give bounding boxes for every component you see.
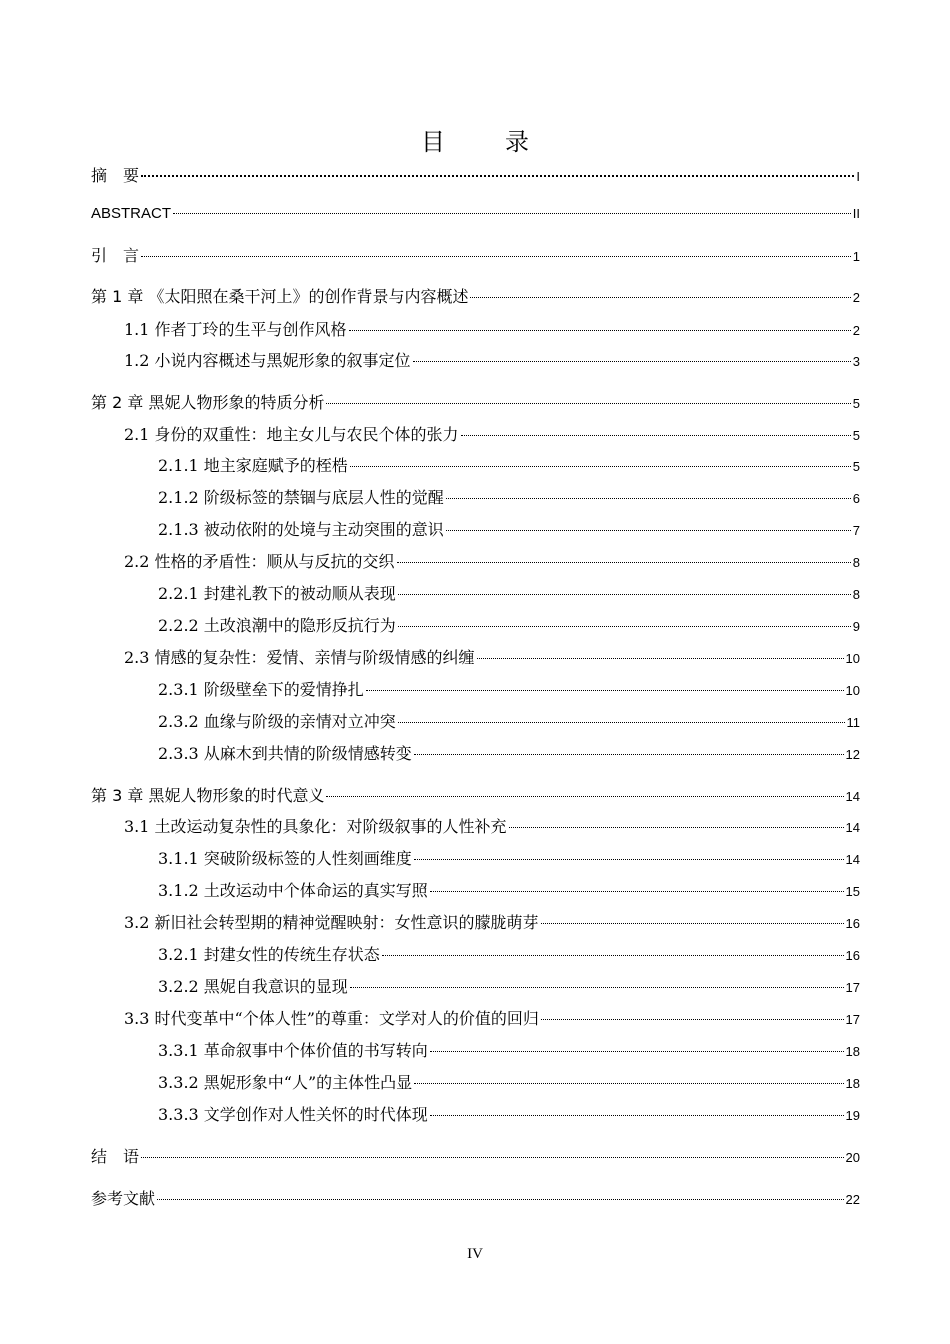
toc-leader-dots <box>414 1082 843 1084</box>
toc-leader-dots <box>141 1156 844 1158</box>
toc-entry[interactable] <box>158 487 860 510</box>
toc-leader-dots <box>157 1198 844 1200</box>
toc-entry-label: 2.1.1 地主家庭赋予的桎梏 <box>158 456 348 475</box>
toc-entry[interactable] <box>91 785 860 808</box>
toc-entry-label: 引 言 <box>91 246 140 265</box>
toc-entry-label: 3.1.1 突破阶级标签的人性刻画维度 <box>158 849 412 868</box>
toc-entry[interactable] <box>158 1104 860 1127</box>
toc-entry-label: ABSTRACT <box>91 205 172 222</box>
toc-entry-page: 19 <box>845 1108 860 1123</box>
toc-entry-page: 3 <box>852 354 860 369</box>
toc-leader-dots <box>326 795 843 797</box>
toc-entry-page: 6 <box>852 491 860 506</box>
toc-entry[interactable] <box>158 944 860 967</box>
toc-entry[interactable] <box>158 1040 860 1063</box>
toc-entry[interactable] <box>91 165 860 188</box>
toc-entry-label: 2.1.3 被动依附的处境与主动突围的意识 <box>158 520 444 539</box>
toc-entry[interactable] <box>158 743 860 766</box>
toc-entry[interactable] <box>158 711 860 734</box>
toc-entry[interactable] <box>124 551 860 574</box>
page-number: IV <box>467 1246 483 1262</box>
toc-entry-label: 2.3.2 血缘与阶级的亲情对立冲突 <box>158 712 396 731</box>
toc-entry-label: 第 2 章 黑妮人物形象的特质分析 <box>91 393 325 412</box>
toc-entry-label: 第 3 章 黑妮人物形象的时代意义 <box>91 786 325 805</box>
toc-entry-label: 2.3.1 阶级壁垒下的爱情挣扎 <box>158 680 364 699</box>
toc-entry[interactable] <box>91 286 860 309</box>
toc-entry[interactable] <box>91 392 860 415</box>
toc-entry-page: 15 <box>845 884 860 899</box>
toc-leader-dots <box>366 689 844 691</box>
toc-entry[interactable] <box>91 245 860 268</box>
toc-entry[interactable] <box>158 880 860 903</box>
toc-entry-label: 3.1.2 土改运动中个体命运的真实写照 <box>158 881 428 900</box>
toc-entry-label: 2.3 情感的复杂性：爱情、亲情与阶级情感的纠缠 <box>124 648 475 667</box>
toc-entry-page: 14 <box>845 852 860 867</box>
toc-entry-label: 参考文献 <box>91 1189 156 1208</box>
toc-entry-page: 11 <box>846 715 860 730</box>
toc-leader-dots <box>461 434 851 436</box>
toc-entry-page: 16 <box>845 916 860 931</box>
toc-entry[interactable] <box>124 647 860 670</box>
toc-entry-label: 1.1 作者丁玲的生平与创作风格 <box>124 320 347 339</box>
toc-entry-label: 2.3.3 从麻木到共情的阶级情感转变 <box>158 744 412 763</box>
toc-entry-page: 17 <box>845 1012 860 1027</box>
toc-leader-dots <box>446 529 851 531</box>
toc-leader-dots <box>414 753 844 755</box>
toc-entry-label: 第 1 章 《太阳照在桑干河上》的创作背景与内容概述 <box>91 287 469 306</box>
toc-entry[interactable] <box>124 912 860 935</box>
toc-entry-label: 2.2.2 土改浪潮中的隐形反抗行为 <box>158 616 396 635</box>
toc-entry-page: I <box>856 169 860 184</box>
toc-leader-dots <box>430 1050 844 1052</box>
toc-entry[interactable] <box>158 583 860 606</box>
toc-entry[interactable] <box>124 816 860 839</box>
toc-entry-page: 17 <box>845 980 860 995</box>
toc-entry-label: 3.2.2 黑妮自我意识的显现 <box>158 977 348 996</box>
toc-leader-dots <box>398 625 851 627</box>
toc-entry-page: 22 <box>845 1192 860 1207</box>
toc-leader-dots <box>509 826 844 828</box>
toc-entry[interactable] <box>158 1072 860 1095</box>
toc-entry[interactable] <box>158 679 860 702</box>
toc-entry-page: 1 <box>852 249 860 264</box>
toc-leader-dots <box>398 721 845 723</box>
toc-entry-label: 结 语 <box>91 1147 140 1166</box>
toc-leader-dots <box>349 329 851 331</box>
toc-leader-dots <box>541 1018 844 1020</box>
toc-entry-label: 3.3.2 黑妮形象中“人”的主体性凸显 <box>158 1073 413 1092</box>
toc-leader-dots <box>326 402 850 404</box>
toc-leader-dots <box>470 296 850 298</box>
toc-entry-page: 12 <box>845 747 860 762</box>
toc-leader-dots <box>477 657 844 659</box>
toc-entry-label: 3.2.1 封建女性的传统生存状态 <box>158 945 380 964</box>
toc-entry-label: 3.2 新旧社会转型期的精神觉醒映射：女性意识的朦胧萌芽 <box>124 913 539 932</box>
toc-entry-page: 16 <box>845 948 860 963</box>
toc-entry-label: 1.2 小说内容概述与黑妮形象的叙事定位 <box>124 351 411 370</box>
toc-leader-dots <box>414 858 844 860</box>
toc-entry-page: 5 <box>852 459 860 474</box>
toc-entry-page: 5 <box>852 396 860 411</box>
toc-leader-dots <box>141 255 851 257</box>
toc-leader-dots <box>397 561 851 563</box>
toc-entry-page: 8 <box>852 555 860 570</box>
toc-entry-label: 3.1 土改运动复杂性的具象化：对阶级叙事的人性补充 <box>124 817 507 836</box>
toc-entry-label: 3.3.1 革命叙事中个体价值的书写转向 <box>158 1041 428 1060</box>
toc-entry-label: 2.1 身份的双重性：地主女儿与农民个体的张力 <box>124 425 459 444</box>
toc-entry-page: 18 <box>845 1044 860 1059</box>
toc-entry-page: 9 <box>852 619 860 634</box>
toc-entry[interactable] <box>124 319 860 342</box>
toc-entry-label: 2.2 性格的矛盾性：顺从与反抗的交织 <box>124 552 395 571</box>
toc-leader-dots <box>398 593 851 595</box>
toc-entry-page: 5 <box>852 428 860 443</box>
toc-entry-page: 10 <box>845 683 860 698</box>
toc-entry-page: 2 <box>852 323 860 338</box>
toc-entry[interactable] <box>124 350 860 373</box>
toc-title: 目 录 <box>421 128 547 156</box>
toc-entry[interactable] <box>158 455 860 478</box>
toc-leader-dots <box>350 986 844 988</box>
toc-leader-dots <box>350 465 851 467</box>
toc-entry-label: 3.3 时代变革中“个体人性”的尊重：文学对人的价值的回归 <box>124 1009 539 1028</box>
toc-entry-page: 7 <box>852 523 860 538</box>
toc-entry[interactable] <box>158 848 860 871</box>
toc-entry-page: 8 <box>852 587 860 602</box>
toc-entry-page: II <box>852 206 860 221</box>
toc-entry[interactable] <box>91 1146 860 1169</box>
toc-entry-label: 3.3.3 文学创作对人性关怀的时代体现 <box>158 1105 428 1124</box>
toc-leader-dots <box>173 212 851 214</box>
toc-entry-label: 摘 要 <box>91 166 140 185</box>
toc-leader-dots <box>382 954 844 956</box>
toc-entry-label: 2.1.2 阶级标签的禁锢与底层人性的觉醒 <box>158 488 444 507</box>
toc-entry-page: 2 <box>852 290 860 305</box>
toc-entry-page: 14 <box>845 789 860 804</box>
toc-leader-dots <box>541 922 844 924</box>
toc-entry[interactable] <box>158 615 860 638</box>
toc-leader-dots <box>141 174 854 177</box>
toc-entry-page: 18 <box>845 1076 860 1091</box>
toc-entry[interactable] <box>91 203 860 225</box>
toc-entry-page: 10 <box>845 651 860 666</box>
toc-entry-page: 14 <box>845 820 860 835</box>
toc-entry[interactable] <box>124 424 860 447</box>
toc-leader-dots <box>430 1114 844 1116</box>
toc-leader-dots <box>413 360 851 362</box>
toc-entry[interactable] <box>158 976 860 999</box>
toc-entry-label: 2.2.1 封建礼教下的被动顺从表现 <box>158 584 396 603</box>
toc-entry[interactable] <box>158 519 860 542</box>
toc-leader-dots <box>430 890 844 892</box>
toc-leader-dots <box>446 497 851 499</box>
toc-entry-page: 20 <box>845 1150 860 1165</box>
toc-entry[interactable] <box>124 1008 860 1031</box>
toc-entry[interactable] <box>91 1188 860 1211</box>
